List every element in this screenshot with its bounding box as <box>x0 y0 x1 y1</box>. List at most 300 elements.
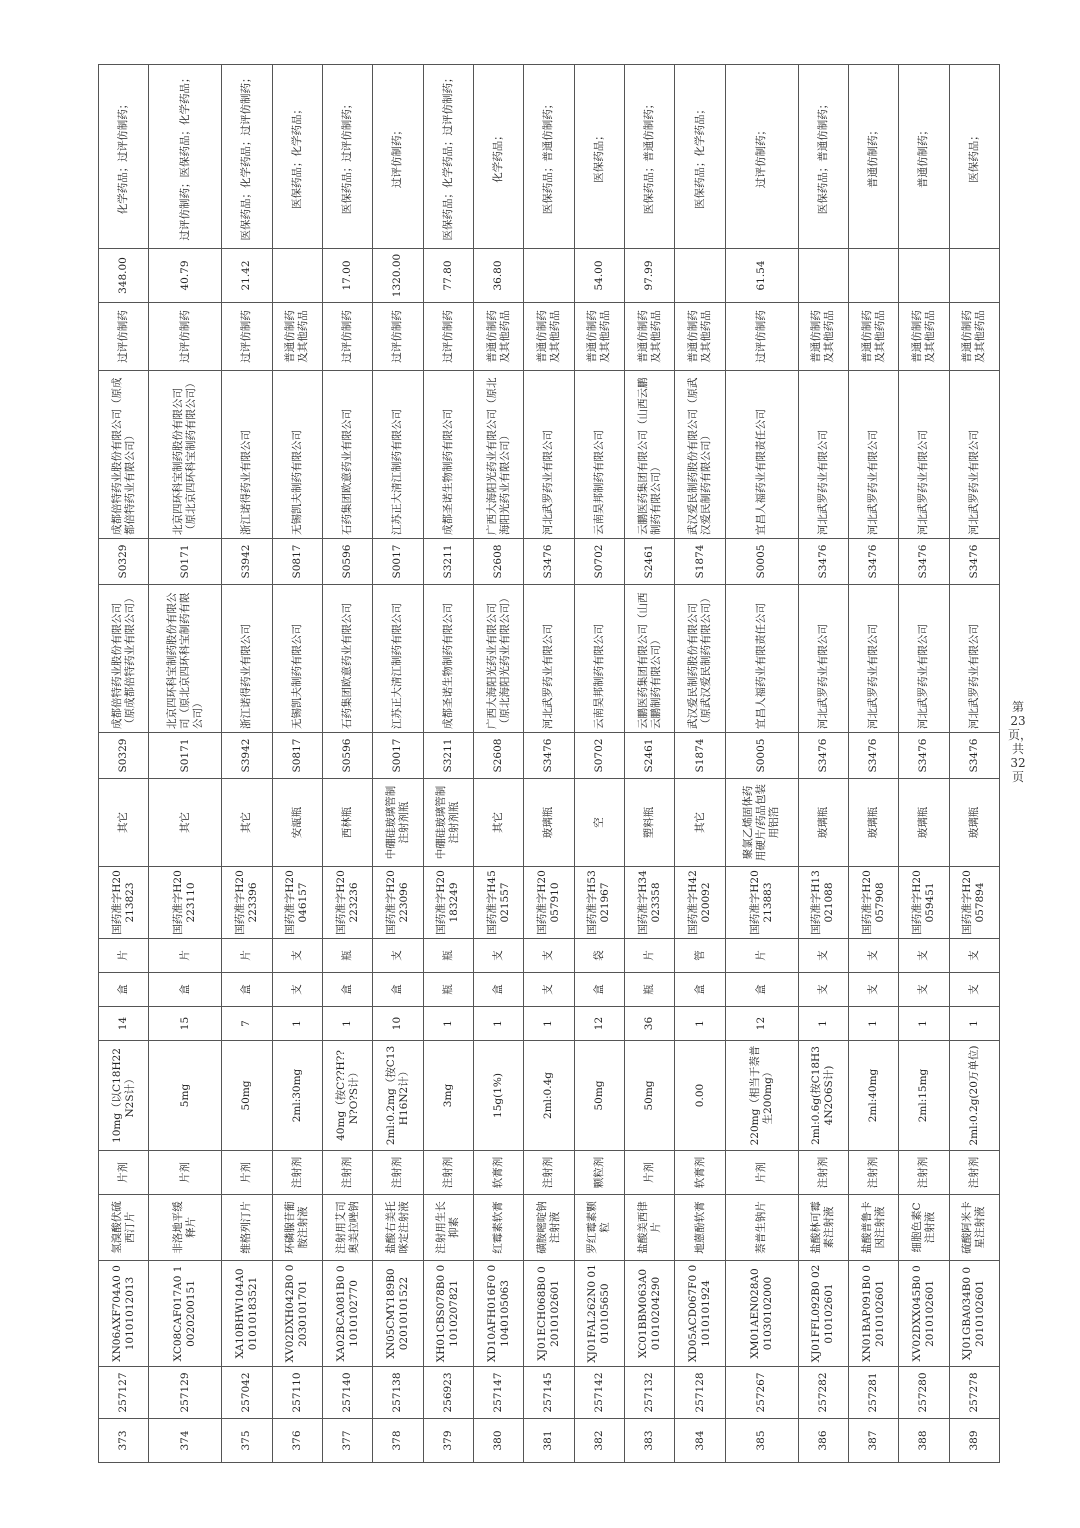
specification-cell: 15g(1%) <box>473 1041 523 1151</box>
specification-cell: 50mg <box>574 1041 624 1151</box>
pack-quantity-cell: 1 <box>848 1007 898 1041</box>
attributes-cell: 过评仿制药； <box>725 65 798 249</box>
dosage-form-cell: 片剂 <box>99 1151 149 1195</box>
dosage-form-cell: 注射剂 <box>524 1151 574 1195</box>
row-number-cell: 388 <box>899 1419 949 1463</box>
packaging-material-cell: 玻璃瓶 <box>798 779 848 867</box>
attributes-cell: 医保药品；过评仿制药； <box>322 65 372 249</box>
table-row <box>848 65 898 1463</box>
row-number-cell: 381 <box>524 1419 574 1463</box>
dosage-form-cell: 注射剂 <box>322 1151 372 1195</box>
holder-code-cell: S0817 <box>272 539 322 585</box>
dosage-form-cell: 片剂 <box>625 1151 675 1195</box>
drug-category-cell: 过评仿制药 <box>222 303 272 371</box>
table-row <box>473 65 523 1463</box>
holder-name-cell: 河北武罗药业有限公司 <box>524 371 574 539</box>
specification-cell: 220mg（相当于萘普生200mg） <box>725 1041 798 1151</box>
specification-cell: 0.00 <box>675 1041 725 1151</box>
table-row <box>725 65 798 1463</box>
packaging-material-cell: 聚氯乙烯固体药用硬片/药品包装用铝箔 <box>725 779 798 867</box>
table-rotor <box>98 65 1000 1463</box>
holder-code-cell: S3476 <box>848 539 898 585</box>
specification-cell: 5mg <box>149 1041 222 1151</box>
pack-quantity-cell: 7 <box>222 1007 272 1041</box>
approval-number-cell: 国药准字H53021967 <box>574 867 624 939</box>
specification-cell: 2ml:15mg <box>899 1041 949 1151</box>
drug-catalog-table <box>98 64 1000 1463</box>
specification-cell: 3mg <box>423 1041 473 1151</box>
producer-code-cell: S3476 <box>899 733 949 779</box>
holder-code-cell: S0596 <box>322 539 372 585</box>
holder-name-cell: 河北武罗药业有限公司 <box>949 371 999 539</box>
drug-category-cell: 普通仿制药及其他药品 <box>675 303 725 371</box>
holder-name-cell: 河北武罗药业有限公司 <box>848 371 898 539</box>
drug-code-cell: XJ01ECH068B0 02010102601 <box>524 1261 574 1367</box>
min-unit-cell: 瓶 <box>322 939 372 973</box>
pack-unit-cell: 支 <box>798 973 848 1007</box>
table-row <box>625 65 675 1463</box>
row-number-cell: 384 <box>675 1419 725 1463</box>
pack-quantity-cell: 12 <box>574 1007 624 1041</box>
pack-unit-cell: 瓶 <box>625 973 675 1007</box>
price-cell <box>798 249 848 303</box>
holder-name-cell: 河北武罗药业有限公司 <box>798 371 848 539</box>
row-number-cell: 383 <box>625 1419 675 1463</box>
producer-name-cell: 石药集团欧意药业有限公司 <box>322 585 372 733</box>
product-id-cell: 257138 <box>373 1367 423 1419</box>
rotated-table-page <box>98 65 1000 1463</box>
holder-name-cell: 武汉爱民制药股份有限公司（原武汉爱民制药有限公司） <box>675 371 725 539</box>
producer-code-cell: S0596 <box>322 733 372 779</box>
specification-cell: 2ml:0.2mg（按C13H16N2计） <box>373 1041 423 1151</box>
product-id-cell: 256923 <box>423 1367 473 1419</box>
dosage-form-cell: 注射剂 <box>848 1151 898 1195</box>
packaging-material-cell: 安瓿瓶 <box>272 779 322 867</box>
producer-code-cell: S1874 <box>675 733 725 779</box>
row-number-cell: 377 <box>322 1419 372 1463</box>
pack-quantity-cell: 1 <box>423 1007 473 1041</box>
product-id-cell: 257127 <box>99 1367 149 1419</box>
drug-code-cell: XN06AXF704A0 010101012013 <box>99 1261 149 1367</box>
packaging-material-cell: 空 <box>574 779 624 867</box>
holder-code-cell: S0171 <box>149 539 222 585</box>
min-unit-cell: 袋 <box>574 939 624 973</box>
producer-code-cell: S3476 <box>848 733 898 779</box>
table-row <box>675 65 725 1463</box>
specification-cell: 2ml:0.6g(按C18H34N2O6S计) <box>798 1041 848 1151</box>
producer-name-cell: 武汉爱民制药股份有限公司（原武汉爱民制药有限公司） <box>675 585 725 733</box>
approval-number-cell: 国药准字H45021557 <box>473 867 523 939</box>
price-cell <box>848 249 898 303</box>
approval-number-cell: 国药准字H20213883 <box>725 867 798 939</box>
drug-code-cell: XJ01GBA034B0 02010102601 <box>949 1261 999 1367</box>
drug-code-cell: XN05CMY189B0 02010101522 <box>373 1261 423 1367</box>
drug-code-cell: XD05ACD067F0 01010101924 <box>675 1261 725 1367</box>
pack-unit-cell: 盒 <box>675 973 725 1007</box>
drug-name-cell: 环磷腺苷葡胺注射液 <box>272 1195 322 1261</box>
holder-name-cell: 江苏正大清江制药有限公司 <box>373 371 423 539</box>
specification-cell: 50mg <box>625 1041 675 1151</box>
drug-code-cell: XJ01FFL092B0 02010102601 <box>798 1261 848 1367</box>
dosage-form-cell: 片剂 <box>149 1151 222 1195</box>
attributes-cell: 医保药品； <box>574 65 624 249</box>
drug-name-cell: 磺胺嘧啶钠注射液 <box>524 1195 574 1261</box>
drug-name-cell: 盐酸林可霉素注射液 <box>798 1195 848 1261</box>
row-number-cell: 373 <box>99 1419 149 1463</box>
min-unit-cell: 支 <box>473 939 523 973</box>
packaging-material-cell: 中硼硅玻璃管制注射剂瓶 <box>423 779 473 867</box>
producer-code-cell: S3476 <box>798 733 848 779</box>
specification-cell: 50mg <box>222 1041 272 1151</box>
producer-name-cell: 无锡凯夫制药有限公司 <box>272 585 322 733</box>
producer-code-cell: S2608 <box>473 733 523 779</box>
table-row <box>899 65 949 1463</box>
producer-name-cell: 北京四环科宝制药股份有限公司（原北京四环科宝制药有限公司） <box>149 585 222 733</box>
product-id-cell: 257281 <box>848 1367 898 1419</box>
drug-name-cell: 盐酸美西律片 <box>625 1195 675 1261</box>
producer-code-cell: S0329 <box>99 733 149 779</box>
producer-name-cell: 河北武罗药业有限公司 <box>848 585 898 733</box>
product-id-cell: 257282 <box>798 1367 848 1419</box>
drug-name-cell: 注射用生长抑素 <box>423 1195 473 1261</box>
attributes-cell: 医保药品；化学药品； <box>675 65 725 249</box>
producer-code-cell: S3476 <box>524 733 574 779</box>
dosage-form-cell: 注射剂 <box>423 1151 473 1195</box>
pack-quantity-cell: 1 <box>524 1007 574 1041</box>
table-row <box>423 65 473 1463</box>
price-cell: 54.00 <box>574 249 624 303</box>
producer-code-cell: S0702 <box>574 733 624 779</box>
row-number-cell: 378 <box>373 1419 423 1463</box>
product-id-cell: 257278 <box>949 1367 999 1419</box>
dosage-form-cell: 软膏剂 <box>473 1151 523 1195</box>
approval-number-cell: 国药准字H20223110 <box>149 867 222 939</box>
producer-code-cell: S2461 <box>625 733 675 779</box>
producer-name-cell: 河北武罗药业有限公司 <box>949 585 999 733</box>
drug-category-cell: 普通仿制药及其他药品 <box>473 303 523 371</box>
pack-unit-cell: 盒 <box>222 973 272 1007</box>
attributes-cell: 医保药品；普通仿制药； <box>798 65 848 249</box>
table-row <box>322 65 372 1463</box>
drug-code-cell: XV02DXX045B0 02010102601 <box>899 1261 949 1367</box>
price-cell: 348.00 <box>99 249 149 303</box>
packaging-material-cell: 其它 <box>99 779 149 867</box>
price-cell <box>272 249 322 303</box>
attributes-cell: 过评仿制药； <box>373 65 423 249</box>
row-number-cell: 387 <box>848 1419 898 1463</box>
product-id-cell: 257110 <box>272 1367 322 1419</box>
attributes-cell: 化学药品；过评仿制药； <box>99 65 149 249</box>
min-unit-cell: 支 <box>524 939 574 973</box>
price-cell: 97.99 <box>625 249 675 303</box>
price-cell: 1320.00 <box>373 249 423 303</box>
pack-unit-cell: 盒 <box>99 973 149 1007</box>
min-unit-cell: 支 <box>272 939 322 973</box>
pack-quantity-cell: 1 <box>899 1007 949 1041</box>
pack-quantity-cell: 1 <box>798 1007 848 1041</box>
packaging-material-cell: 塑料瓶 <box>625 779 675 867</box>
pack-unit-cell: 支 <box>899 973 949 1007</box>
pack-quantity-cell: 1 <box>949 1007 999 1041</box>
drug-name-cell: 罗红霉素颗粒 <box>574 1195 624 1261</box>
producer-name-cell: 河北武罗药业有限公司 <box>798 585 848 733</box>
row-number-cell: 374 <box>149 1419 222 1463</box>
min-unit-cell: 片 <box>222 939 272 973</box>
holder-name-cell: 石药集团欧意药业有限公司 <box>322 371 372 539</box>
specification-cell: 40mg（按C??H??N?O?S计） <box>322 1041 372 1151</box>
drug-code-cell: XH01CBS078B0 01010207821 <box>423 1261 473 1367</box>
drug-code-cell: XM01AEN028A0 01030102000 <box>725 1261 798 1367</box>
pack-unit-cell: 支 <box>848 973 898 1007</box>
dosage-form-cell: 注射剂 <box>798 1151 848 1195</box>
approval-number-cell: 国药准字H20223236 <box>322 867 372 939</box>
attributes-cell: 医保药品；化学药品；过评仿制药； <box>222 65 272 249</box>
pack-quantity-cell: 1 <box>473 1007 523 1041</box>
holder-code-cell: S2461 <box>625 539 675 585</box>
drug-code-cell: XJ01FAL262N0 01010105650 <box>574 1261 624 1367</box>
pack-quantity-cell: 1 <box>322 1007 372 1041</box>
holder-name-cell: 成都圣诺生物制药有限公司 <box>423 371 473 539</box>
attributes-cell: 医保药品；化学药品； <box>272 65 322 249</box>
product-id-cell: 257142 <box>574 1367 624 1419</box>
approval-number-cell: 国药准字H20046157 <box>272 867 322 939</box>
price-cell: 36.80 <box>473 249 523 303</box>
min-unit-cell: 片 <box>99 939 149 973</box>
holder-name-cell: 云鹏医药集团有限公司（山西云鹏制药有限公司） <box>625 371 675 539</box>
min-unit-cell: 支 <box>899 939 949 973</box>
drug-category-cell: 过评仿制药 <box>725 303 798 371</box>
drug-name-cell: 盐酸右美托咪定注射液 <box>373 1195 423 1261</box>
attributes-cell: 过评仿制药；医保药品；化学药品； <box>149 65 222 249</box>
producer-code-cell: S0017 <box>373 733 423 779</box>
pack-unit-cell: 盒 <box>149 973 222 1007</box>
drug-code-cell: XD10AFH016F0 01040105063 <box>473 1261 523 1367</box>
pack-unit-cell: 支 <box>272 973 322 1007</box>
product-id-cell: 257128 <box>675 1367 725 1419</box>
pack-unit-cell: 盒 <box>322 973 372 1007</box>
pack-quantity-cell: 15 <box>149 1007 222 1041</box>
attributes-cell: 医保药品；普通仿制药； <box>625 65 675 249</box>
holder-name-cell: 成都倍特药业股份有限公司（原成都倍特药业有限公司） <box>99 371 149 539</box>
drug-name-cell: 氢溴酸伏硫西汀片 <box>99 1195 149 1261</box>
pack-quantity-cell: 1 <box>675 1007 725 1041</box>
attributes-cell: 医保药品； <box>949 65 999 249</box>
drug-code-cell: XV02DXH042B0 02030101701 <box>272 1261 322 1367</box>
min-unit-cell: 支 <box>949 939 999 973</box>
price-cell: 61.54 <box>725 249 798 303</box>
min-unit-cell: 支 <box>798 939 848 973</box>
row-number-cell: 376 <box>272 1419 322 1463</box>
specification-cell: 2ml:0.4g <box>524 1041 574 1151</box>
holder-code-cell: S3942 <box>222 539 272 585</box>
drug-category-cell: 过评仿制药 <box>322 303 372 371</box>
packaging-material-cell: 其它 <box>149 779 222 867</box>
row-number-cell: 375 <box>222 1419 272 1463</box>
pack-unit-cell: 盒 <box>473 973 523 1007</box>
packaging-material-cell: 玻璃瓶 <box>524 779 574 867</box>
holder-name-cell: 宜昌人福药业有限责任公司 <box>725 371 798 539</box>
product-id-cell: 257145 <box>524 1367 574 1419</box>
producer-code-cell: S3211 <box>423 733 473 779</box>
row-number-cell: 386 <box>798 1419 848 1463</box>
drug-category-cell: 过评仿制药 <box>99 303 149 371</box>
product-id-cell: 257267 <box>725 1367 798 1419</box>
specification-cell: 10mg（以C18H22N2S计） <box>99 1041 149 1151</box>
dosage-form-cell: 注射剂 <box>272 1151 322 1195</box>
approval-number-cell: 国药准字H20213823 <box>99 867 149 939</box>
drug-name-cell: 地蒽酚软膏 <box>675 1195 725 1261</box>
pack-quantity-cell: 1 <box>272 1007 322 1041</box>
holder-code-cell: S0329 <box>99 539 149 585</box>
min-unit-cell: 管 <box>675 939 725 973</box>
producer-name-cell: 成都倍特药业股份有限公司（原成都倍特药业有限公司） <box>99 585 149 733</box>
drug-name-cell: 红霉素软膏 <box>473 1195 523 1261</box>
product-id-cell: 257132 <box>625 1367 675 1419</box>
pack-unit-cell: 盒 <box>725 973 798 1007</box>
drug-code-cell: XC08CAF017A0 10020200151 <box>149 1261 222 1367</box>
price-cell: 77.80 <box>423 249 473 303</box>
pack-unit-cell: 支 <box>949 973 999 1007</box>
table-row <box>272 65 322 1463</box>
product-id-cell: 257042 <box>222 1367 272 1419</box>
drug-name-cell: 非洛地平缓释片 <box>149 1195 222 1261</box>
drug-category-cell: 普通仿制药及其他药品 <box>272 303 322 371</box>
min-unit-cell: 片 <box>149 939 222 973</box>
pack-quantity-cell: 14 <box>99 1007 149 1041</box>
holder-code-cell: S3476 <box>899 539 949 585</box>
approval-number-cell: 国药准字H20057910 <box>524 867 574 939</box>
producer-code-cell: S0171 <box>149 733 222 779</box>
table-row <box>373 65 423 1463</box>
product-id-cell: 257280 <box>899 1367 949 1419</box>
pack-quantity-cell: 36 <box>625 1007 675 1041</box>
min-unit-cell: 瓶 <box>423 939 473 973</box>
producer-code-cell: S0817 <box>272 733 322 779</box>
product-id-cell: 257140 <box>322 1367 372 1419</box>
drug-category-cell: 普通仿制药及其他药品 <box>625 303 675 371</box>
approval-number-cell: 国药准字H20223396 <box>222 867 272 939</box>
attributes-cell: 医保药品；化学药品；过评仿制药； <box>423 65 473 249</box>
approval-number-cell: 国药准字H20223096 <box>373 867 423 939</box>
approval-number-cell: 国药准字H42020092 <box>675 867 725 939</box>
dosage-form-cell: 注射剂 <box>899 1151 949 1195</box>
drug-name-cell: 注射用艾司奥美拉唑钠 <box>322 1195 372 1261</box>
price-cell <box>949 249 999 303</box>
drug-code-cell: XC01BBM063A0 01010204290 <box>625 1261 675 1367</box>
row-number-cell: 379 <box>423 1419 473 1463</box>
drug-name-cell: 维格列汀片 <box>222 1195 272 1261</box>
product-id-cell: 257147 <box>473 1367 523 1419</box>
approval-number-cell: 国药准字H20183249 <box>423 867 473 939</box>
page-footer: 第 23 页，共 32 页 <box>1008 700 1033 784</box>
drug-code-cell: XN01BAP091B0 02010102601 <box>848 1261 898 1367</box>
min-unit-cell: 片 <box>725 939 798 973</box>
drug-category-cell: 普通仿制药及其他药品 <box>574 303 624 371</box>
price-cell <box>675 249 725 303</box>
table-row <box>949 65 999 1463</box>
drug-category-cell: 普通仿制药及其他药品 <box>524 303 574 371</box>
pack-quantity-cell: 10 <box>373 1007 423 1041</box>
holder-name-cell: 北京四环科宝制药股份有限公司（原北京四环科宝制药有限公司） <box>149 371 222 539</box>
min-unit-cell: 支 <box>373 939 423 973</box>
drug-category-cell: 过评仿制药 <box>423 303 473 371</box>
producer-name-cell: 河北武罗药业有限公司 <box>899 585 949 733</box>
packaging-material-cell: 中硼硅玻璃管制注射剂瓶 <box>373 779 423 867</box>
table-row <box>149 65 222 1463</box>
dosage-form-cell: 注射剂 <box>373 1151 423 1195</box>
drug-category-cell: 普通仿制药及其他药品 <box>949 303 999 371</box>
holder-code-cell: S2608 <box>473 539 523 585</box>
drug-code-cell: XA02BCA081B0 01010102770 <box>322 1261 372 1367</box>
attributes-cell: 化学药品； <box>473 65 523 249</box>
packaging-material-cell: 西林瓶 <box>322 779 372 867</box>
approval-number-cell: 国药准字H20057894 <box>949 867 999 939</box>
dosage-form-cell: 注射剂 <box>949 1151 999 1195</box>
holder-name-cell: 云南昊邦制药有限公司 <box>574 371 624 539</box>
approval-number-cell: 国药准字H20057908 <box>848 867 898 939</box>
drug-category-cell: 过评仿制药 <box>149 303 222 371</box>
specification-cell: 2ml:30mg <box>272 1041 322 1151</box>
drug-code-cell: XA10BHW104A0 01010183521 <box>222 1261 272 1367</box>
price-cell: 21.42 <box>222 249 272 303</box>
producer-name-cell: 云鹏医药集团有限公司（山西云鹏制药有限公司） <box>625 585 675 733</box>
approval-number-cell: 国药准字H34023358 <box>625 867 675 939</box>
holder-code-cell: S3211 <box>423 539 473 585</box>
dosage-form-cell: 片剂 <box>222 1151 272 1195</box>
dosage-form-cell: 软膏剂 <box>675 1151 725 1195</box>
drug-name-cell: 萘普生钠片 <box>725 1195 798 1261</box>
specification-cell: 2ml:0.2g(20万单位) <box>949 1041 999 1151</box>
price-cell: 40.79 <box>149 249 222 303</box>
attributes-cell: 普通仿制药； <box>848 65 898 249</box>
pack-quantity-cell: 12 <box>725 1007 798 1041</box>
holder-code-cell: S3476 <box>949 539 999 585</box>
drug-category-cell: 过评仿制药 <box>373 303 423 371</box>
holder-code-cell: S0702 <box>574 539 624 585</box>
producer-name-cell: 江苏正大清江制药有限公司 <box>373 585 423 733</box>
producer-code-cell: S0005 <box>725 733 798 779</box>
holder-name-cell: 浙江诺得药业有限公司 <box>222 371 272 539</box>
holder-code-cell: S3476 <box>524 539 574 585</box>
dosage-form-cell: 片剂 <box>725 1151 798 1195</box>
holder-code-cell: S0017 <box>373 539 423 585</box>
drug-name-cell: 细胞色素C注射液 <box>899 1195 949 1261</box>
producer-name-cell: 成都圣诺生物制药有限公司 <box>423 585 473 733</box>
row-number-cell: 389 <box>949 1419 999 1463</box>
dosage-form-cell: 颗粒剂 <box>574 1151 624 1195</box>
approval-number-cell: 国药准字H13021088 <box>798 867 848 939</box>
table-row <box>574 65 624 1463</box>
table-body <box>99 65 1000 1463</box>
table-row <box>222 65 272 1463</box>
drug-category-cell: 普通仿制药及其他药品 <box>798 303 848 371</box>
approval-number-cell: 国药准字H20059451 <box>899 867 949 939</box>
row-number-cell: 385 <box>725 1419 798 1463</box>
min-unit-cell: 支 <box>848 939 898 973</box>
holder-code-cell: S1874 <box>675 539 725 585</box>
price-cell: 17.00 <box>322 249 372 303</box>
table-row <box>524 65 574 1463</box>
producer-name-cell: 宜昌人福药业有限责任公司 <box>725 585 798 733</box>
pack-unit-cell: 瓶 <box>423 973 473 1007</box>
min-unit-cell: 片 <box>625 939 675 973</box>
packaging-material-cell: 玻璃瓶 <box>899 779 949 867</box>
drug-name-cell: 盐酸普鲁卡因注射液 <box>848 1195 898 1261</box>
pack-unit-cell: 支 <box>524 973 574 1007</box>
drug-name-cell: 硫酸阿米卡星注射液 <box>949 1195 999 1261</box>
packaging-material-cell: 其它 <box>675 779 725 867</box>
holder-name-cell: 河北武罗药业有限公司 <box>899 371 949 539</box>
